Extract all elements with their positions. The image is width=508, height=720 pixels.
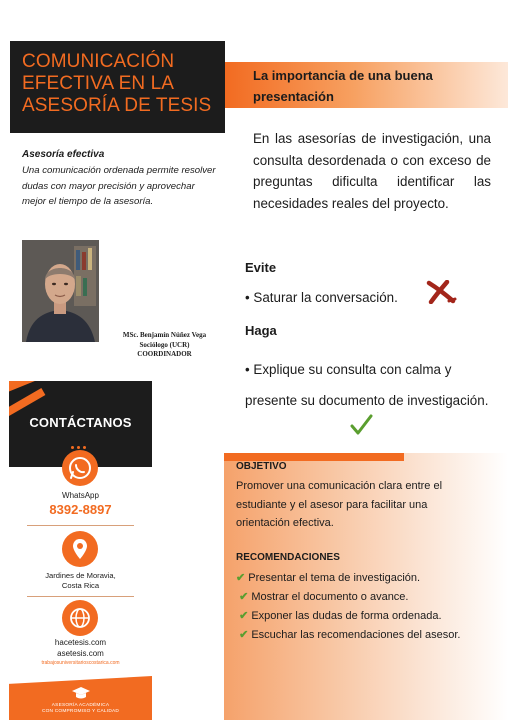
recommendation-text: Presentar el tema de investigación.	[248, 572, 421, 584]
avoid-heading: Evite	[245, 260, 277, 275]
objective-heading: OBJETIVO	[236, 461, 287, 472]
objective-box-border	[224, 453, 404, 461]
website-link-3[interactable]: trabajosuniversitarioscostarica.com	[41, 660, 120, 666]
footer-line-1: ASESORÍA ACADÉMICA	[51, 703, 110, 708]
title-line-2: EFECTIVA EN LA	[22, 73, 175, 94]
list-item	[236, 607, 476, 626]
recommendation-text: Escuchar las recomendaciones del asesor.	[251, 629, 461, 641]
dots-decoration	[71, 436, 91, 440]
whatsapp-icon[interactable]	[62, 450, 98, 486]
title-line-1: COMUNICACIÓN	[22, 51, 175, 72]
footer-text	[9, 703, 152, 715]
check-icon: ✔	[239, 629, 249, 641]
section-heading: La importancia de una buena presentación	[253, 68, 433, 104]
recommendations-heading: RECOMENDACIONES	[236, 552, 340, 563]
signature-block	[102, 331, 227, 360]
address-line-2: Costa Rica	[61, 581, 100, 590]
check-icon: ✔	[239, 610, 249, 622]
location-pin-icon	[62, 531, 98, 567]
check-icon: ✔	[236, 572, 246, 584]
website-link-2[interactable]: asetesis.com	[57, 649, 104, 658]
coordinator-photo	[22, 240, 99, 342]
cross-icon	[425, 280, 457, 304]
footer-line-2: CON COMPROMISO Y CALIDAD	[41, 709, 120, 714]
phone-number[interactable]: 8392-8897	[49, 502, 112, 517]
advice-text: Una comunicación ordenada permite resolver dudas con mayor precisión y aprovechar mejor el tiempo de la asesoría.	[22, 165, 216, 207]
title-box	[10, 41, 225, 133]
contact-card	[9, 381, 152, 720]
website-link-1[interactable]: hacetesis.com	[54, 638, 107, 647]
contact-title: CONTÁCTANOS	[29, 415, 132, 430]
divider	[27, 525, 134, 526]
title-line-3: ASESORÍA DE TESIS	[22, 95, 212, 116]
check-icon	[349, 413, 373, 437]
signature-name: MSc. Benjamín Núñez Vega	[122, 331, 207, 339]
list-item	[236, 588, 476, 607]
signature-position: COORDINADOR	[137, 350, 192, 358]
advice-title: Asesoría efectiva	[22, 149, 105, 160]
signature-role: Sociólogo (UCR)	[139, 340, 190, 349]
divider	[27, 596, 134, 597]
list-item	[236, 626, 476, 645]
whatsapp-label: WhatsApp	[62, 491, 99, 500]
address-line-1: Jardines de Moravia,	[45, 571, 116, 580]
recommendation-text: Exponer las dudas de forma ordenada.	[251, 610, 442, 622]
check-icon: ✔	[239, 591, 249, 603]
graduation-cap-icon	[71, 686, 91, 700]
intro-paragraph: En las asesorías de investigación, una consulta desordenada o con exceso de preguntas dificulta identificar las necesidades reales del proyecto.	[253, 131, 491, 211]
recommendation-text: Mostrar el documento o avance.	[251, 591, 409, 603]
do-text: • Explique su consulta con calma y presente su documento de investigación.	[245, 362, 489, 408]
objective-text: Promover una comunicación clara entre el estudiante y el asesor para facilitar una orientación efectiva.	[236, 480, 443, 529]
avoid-text: • Saturar la conversación.	[245, 290, 398, 305]
recommendations-list	[236, 569, 476, 645]
do-heading: Haga	[245, 323, 277, 338]
list-item	[236, 569, 476, 588]
globe-icon	[62, 600, 98, 636]
